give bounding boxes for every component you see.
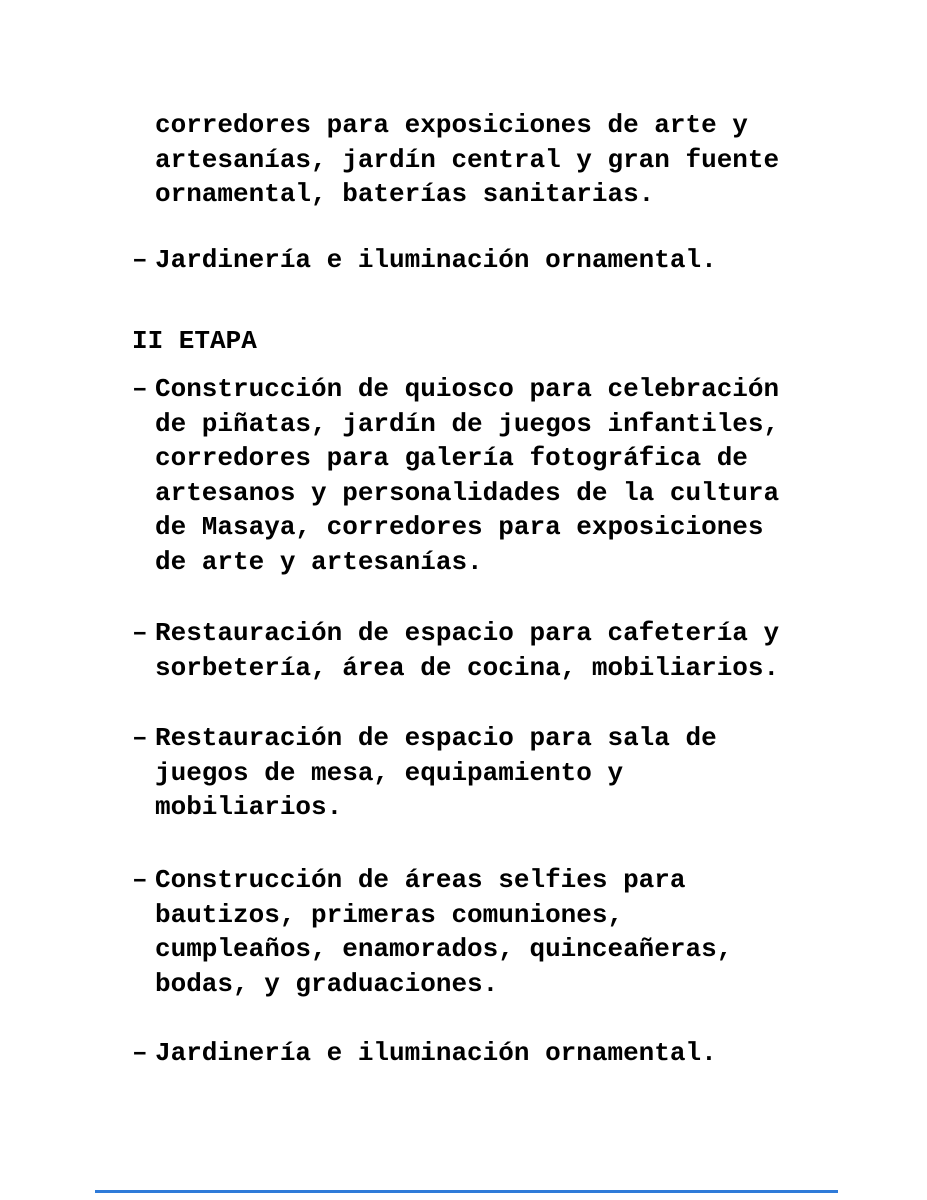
bullet-item [132,243,717,278]
bullet-item [132,1036,717,1071]
text-line: de Masaya, corredores para exposiciones [155,512,764,542]
text-line: corredores para galería fotográfica de [155,443,748,473]
text-line: cumpleaños, enamorados, quinceañeras, [155,934,733,964]
paragraph [132,108,779,212]
bullet-item [132,616,779,685]
text-lines [155,1036,717,1071]
text-lines [155,372,779,579]
text-line: mobiliarios. [155,792,343,822]
text-line: Construcción de quiosco para celebración [155,374,780,404]
text-lines [155,616,779,685]
text-line: Restauración de espacio para sala de [155,723,717,753]
footer-rule [95,1190,838,1193]
text-line: corredores para exposiciones de arte y [155,110,748,140]
text-line: de arte y artesanías. [155,546,483,577]
text-line: Restauración de espacio para cafetería y [155,618,780,648]
bullet-dash: – [132,374,148,404]
text-lines [155,721,717,825]
text-line: bautizos, primeras comuniones, [155,899,624,930]
bullet-dash: – [132,1038,148,1068]
bullet-dash: – [132,245,148,275]
section-heading [132,324,257,359]
text-lines [155,863,732,1001]
text-line: Jardinería e iluminación ornamental. [155,245,717,275]
text-line: artesanos y personalidades de la cultura [155,477,780,508]
bullet-item [132,863,732,1001]
bullet-dash: – [132,723,148,753]
text-line: sorbetería, área de cocina, mobiliarios. [155,652,780,683]
text-line: Jardinería e iluminación ornamental. [155,1038,717,1068]
text-lines [155,243,717,278]
text-line: artesanías, jardín central y gran fuente [155,144,780,175]
text-line: de piñatas, jardín de juegos infantiles, [155,408,780,439]
text-line: II ETAPA [132,326,257,356]
bullet-item [132,721,717,825]
bullet-dash: – [132,618,148,648]
text-line: bodas, y graduaciones. [155,968,499,999]
text-line: juegos de mesa, equipamiento y [155,757,624,788]
bullet-dash: – [132,865,148,895]
text-line: ornamental, baterías sanitarias. [155,179,655,209]
text-lines [155,108,779,212]
text-lines [132,324,257,359]
bullet-item [132,372,779,579]
text-line: Construcción de áreas selfies para [155,865,686,895]
